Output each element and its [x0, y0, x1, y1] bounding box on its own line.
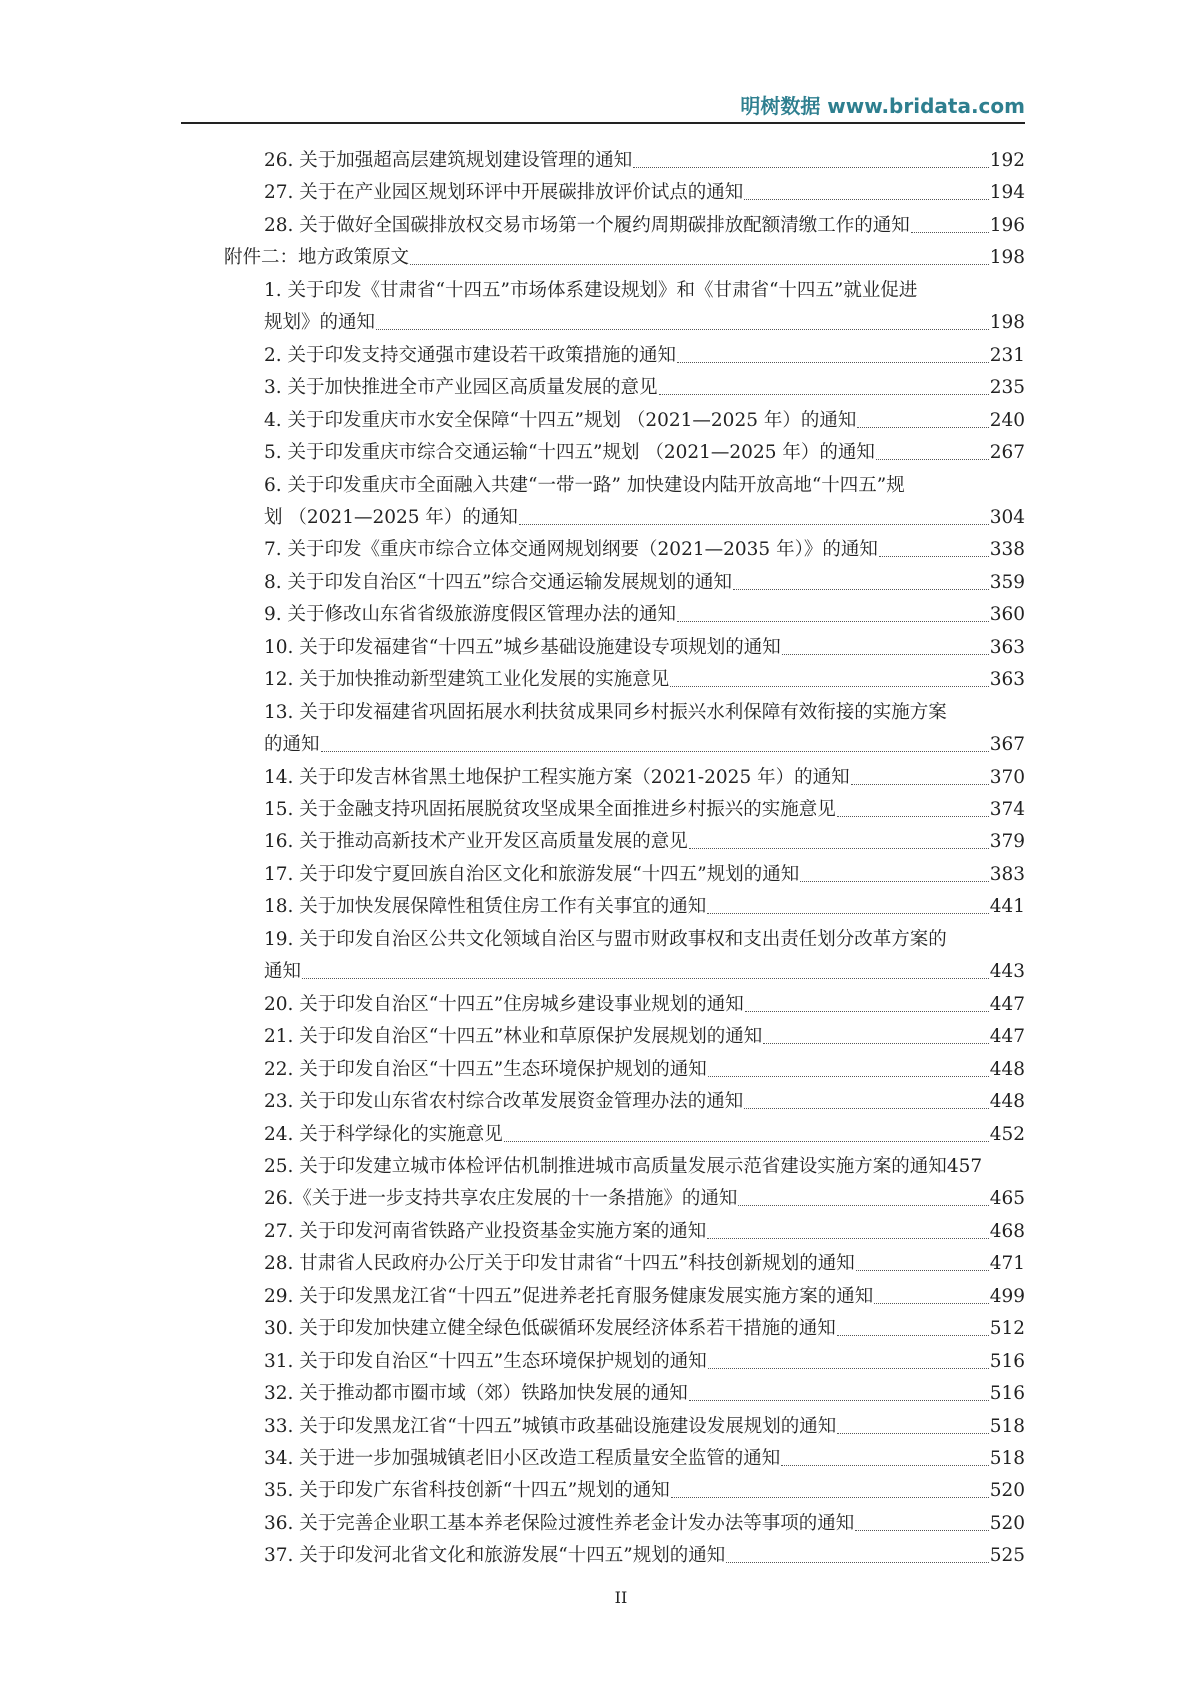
- toc-entry-title: 32. 关于推动都市圈市域（郊）铁路加快发展的通知: [264, 1383, 688, 1405]
- toc-page-number: 304: [989, 506, 1025, 528]
- toc-entry-title: 5. 关于印发重庆市综合交通运输“十四五”规划 （2021—2025 年）的通知: [264, 442, 875, 464]
- toc-page-number: 448: [989, 1058, 1025, 1080]
- toc-entry-title: 12. 关于加快推动新型建筑工业化发展的实施意见: [264, 669, 670, 691]
- toc-page-number: 448: [989, 1091, 1025, 1113]
- toc-page-number: 443: [989, 961, 1025, 983]
- dot-leader: [504, 1119, 989, 1142]
- toc-entry-title: 27. 关于在产业园区规划环评中开展碳排放评价试点的通知: [264, 182, 744, 204]
- toc-entry-title: 23. 关于印发山东省农村综合改革发展资金管理办法的通知: [264, 1091, 744, 1113]
- toc-entry[interactable]: [264, 762, 1025, 794]
- toc-entry[interactable]: [264, 1281, 1025, 1313]
- toc-entry-title-continued: 的通知: [264, 734, 320, 756]
- dot-leader: [321, 729, 989, 752]
- toc-entry-title: 15. 关于金融支持巩固拓展脱贫攻坚成果全面推进乡村振兴的实施意见: [264, 799, 836, 820]
- toc-entry-title: 28. 关于做好全国碳排放权交易市场第一个履约周期碳排放配额清缴工作的通知: [264, 214, 910, 236]
- toc-entry[interactable]: [264, 1475, 1025, 1507]
- toc-page-number: 194: [989, 182, 1025, 204]
- toc-page-number: 367: [989, 734, 1025, 756]
- toc-entry[interactable]: [264, 924, 1025, 956]
- toc-entry-title: 34. 关于进一步加强城镇老旧小区改造工程质量安全监管的通知: [264, 1448, 781, 1469]
- toc-page-number: 447: [989, 993, 1025, 1015]
- toc-entry[interactable]: [264, 599, 1025, 631]
- toc-entry-title: 28. 甘肃省人民政府办公厅关于印发甘肃省“十四五”科技创新规划的通知: [264, 1253, 855, 1275]
- toc-page-number: 374: [989, 799, 1025, 820]
- toc-entry[interactable]: [264, 859, 1025, 891]
- toc-entry-title: 27. 关于印发河南省铁路产业投资基金实施方案的通知: [264, 1220, 707, 1242]
- toc-entry[interactable]: [264, 1313, 1025, 1345]
- toc-page-number: 518: [989, 1415, 1025, 1437]
- dot-leader: [677, 599, 989, 622]
- dot-leader: [633, 145, 988, 168]
- toc-page-number: 520: [989, 1512, 1025, 1534]
- toc-entry[interactable]: [264, 210, 1025, 242]
- toc-page-number: 360: [989, 604, 1025, 626]
- dot-leader: [707, 1216, 988, 1239]
- toc-entry-title: 附件二：地方政策原文: [224, 247, 410, 269]
- dot-leader: [879, 534, 989, 557]
- toc-entry[interactable]: [264, 145, 1025, 177]
- toc-page-number: 457: [946, 1155, 983, 1177]
- dot-leader: [800, 859, 988, 882]
- toc-entry-title: 22. 关于印发自治区“十四五”生态环境保护规划的通知: [264, 1058, 707, 1080]
- dot-leader: [659, 372, 989, 395]
- toc-page-number: 363: [989, 636, 1025, 658]
- toc-entry[interactable]: [264, 1411, 1025, 1443]
- toc-entry[interactable]: [264, 405, 1025, 437]
- toc-page-number: 441: [989, 896, 1025, 918]
- dot-leader: [837, 794, 989, 817]
- dot-leader: [837, 1411, 988, 1434]
- toc-page-number: 516: [989, 1350, 1025, 1372]
- toc-entry[interactable]: [224, 242, 1025, 274]
- toc-entry-title: 20. 关于印发自治区“十四五”住房城乡建设事业规划的通知: [264, 993, 744, 1015]
- toc-entry-title: 18. 关于加快发展保障性租赁住房工作有关事宜的通知: [264, 896, 707, 918]
- toc-entry[interactable]: [264, 1086, 1025, 1118]
- toc-page-number: 231: [989, 344, 1025, 366]
- dot-leader: [302, 956, 989, 979]
- toc-entry-title: 2. 关于印发支持交通强市建设若干政策措施的通知: [264, 344, 677, 366]
- toc-page-number: 196: [989, 214, 1025, 236]
- toc-entry-title: 36. 关于完善企业职工基本养老保险过渡性养老金计发办法等事项的通知: [264, 1512, 855, 1534]
- dot-leader: [733, 567, 989, 590]
- toc-entry[interactable]: [264, 1119, 1025, 1151]
- toc-entry-title: 3. 关于加快推进全市产业园区高质量发展的意见: [264, 377, 658, 399]
- toc-entry-title: 21. 关于印发自治区“十四五”林业和草原保护发展规划的通知: [264, 1026, 763, 1048]
- toc-entry-title: 37. 关于印发河北省文化和旅游发展“十四五”规划的通知: [264, 1545, 726, 1567]
- dot-leader: [738, 1183, 988, 1206]
- toc-entry-title: 10. 关于印发福建省“十四五”城乡基础设施建设专项规划的通知: [264, 636, 781, 658]
- toc-entry[interactable]: [264, 1346, 1025, 1378]
- toc-entry-title: 24. 关于科学绿化的实施意见: [264, 1123, 503, 1145]
- dot-leader: [857, 405, 988, 428]
- dot-leader: [745, 989, 989, 1012]
- toc-entry-title: 26. 关于加强超高层建筑规划建设管理的通知: [264, 150, 633, 171]
- toc-entry[interactable]: [264, 340, 1025, 372]
- toc-entry[interactable]: [264, 1540, 1025, 1572]
- toc-entry[interactable]: [264, 1151, 982, 1183]
- toc-entry[interactable]: [264, 826, 1025, 858]
- toc-entry-title: 35. 关于印发广东省科技创新“十四五”规划的通知: [264, 1480, 670, 1502]
- toc-entry[interactable]: [264, 1054, 1025, 1086]
- toc-entry[interactable]: [264, 794, 1025, 826]
- dot-leader: [851, 762, 989, 785]
- toc-entry[interactable]: [264, 1216, 1025, 1248]
- toc-page-number: 512: [989, 1318, 1025, 1340]
- toc-entry[interactable]: [264, 956, 1025, 988]
- toc-entry-title: 26.《关于进一步支持共享农庄发展的十一条措施》的通知: [264, 1188, 738, 1210]
- toc-entry-title: 8. 关于印发自治区“十四五”综合交通运输发展规划的通知: [264, 571, 732, 593]
- toc-entry-title: 25. 关于印发建立城市体检评估机制推进城市高质量发展示范省建设实施方案的通知: [264, 1155, 947, 1177]
- toc-page-number: 359: [989, 571, 1025, 593]
- toc-entry[interactable]: [264, 989, 1025, 1021]
- dot-leader: [782, 632, 989, 655]
- toc-entry-title: 6. 关于印发重庆市全面融入共建“一带一路” 加快建设内陆开放高地“十四五”规: [264, 474, 905, 496]
- dot-leader: [876, 437, 989, 460]
- toc-page-number: 338: [989, 539, 1025, 561]
- toc-entry-title-continued: 划 （2021—2025 年）的通知: [264, 506, 518, 528]
- toc-page-number: 471: [989, 1253, 1025, 1275]
- dot-leader: [410, 242, 989, 265]
- dot-leader: [744, 1086, 988, 1109]
- dot-leader: [519, 502, 989, 525]
- toc-entry[interactable]: [264, 437, 1025, 469]
- dot-leader: [689, 1378, 989, 1401]
- dot-leader: [708, 1054, 989, 1077]
- toc-entry-title: 1. 关于印发《甘肃省“十四五”市场体系建设规划》和《甘肃省“十四五”就业促进: [264, 279, 918, 301]
- toc-entry[interactable]: [264, 1183, 1025, 1215]
- header-rule: [181, 122, 1025, 124]
- toc-entry-title-continued: 规划》的通知: [264, 312, 376, 334]
- toc-entry-title: 9. 关于修改山东省省级旅游度假区管理办法的通知: [264, 604, 677, 626]
- dot-leader: [670, 664, 988, 687]
- toc-entry[interactable]: [264, 534, 1025, 566]
- toc-entry-title: 4. 关于印发重庆市水安全保障“十四五”规划 （2021—2025 年）的通知: [264, 409, 857, 431]
- toc-entry[interactable]: [264, 177, 1025, 209]
- dot-leader: [689, 826, 989, 849]
- toc-page-number: 518: [989, 1448, 1025, 1469]
- toc-entry[interactable]: [264, 664, 1025, 696]
- toc-entry[interactable]: [264, 632, 1025, 664]
- toc-entry-title: 13. 关于印发福建省巩固拓展水利扶贫成果同乡村振兴水利保障有效衔接的实施方案: [264, 701, 947, 723]
- toc-entry-title: 30. 关于印发加快建立健全绿色低碳循环发展经济体系若干措施的通知: [264, 1318, 836, 1340]
- toc-page-number: 516: [989, 1383, 1025, 1405]
- toc-page-number: 370: [989, 766, 1025, 788]
- toc-page-number: 267: [989, 442, 1025, 464]
- dot-leader: [671, 1475, 989, 1498]
- dot-leader: [781, 1443, 988, 1466]
- dot-leader: [763, 1021, 988, 1044]
- toc-entry-title: 31. 关于印发自治区“十四五”生态环境保护规划的通知: [264, 1350, 707, 1372]
- toc-page-number: 198: [989, 247, 1025, 269]
- dot-leader: [837, 1313, 989, 1336]
- dot-leader: [874, 1281, 988, 1304]
- toc-entry[interactable]: [264, 502, 1025, 534]
- toc-entry[interactable]: [264, 307, 1025, 339]
- toc-entry-title-continued: 通知: [264, 961, 302, 983]
- toc-entry-title: 7. 关于印发《重庆市综合立体交通网规划纲要（2021—2035 年）》的通知: [264, 539, 878, 561]
- toc-entry[interactable]: [264, 729, 1025, 761]
- toc-entry[interactable]: [264, 372, 1025, 404]
- toc-entry[interactable]: [264, 275, 1025, 307]
- dot-leader: [708, 1346, 989, 1369]
- toc-page-number: 499: [989, 1285, 1025, 1307]
- toc-page-number: 447: [989, 1026, 1025, 1048]
- toc-page-number: 383: [989, 863, 1025, 885]
- toc-entry[interactable]: [264, 470, 1025, 502]
- dot-leader: [677, 340, 989, 363]
- toc-page-number: 379: [989, 831, 1025, 853]
- dot-leader: [855, 1508, 988, 1531]
- toc-page-number: 192: [989, 150, 1025, 171]
- toc-entry[interactable]: [264, 1021, 1025, 1053]
- toc-page-number: 525: [989, 1545, 1025, 1567]
- toc-page-number: 520: [989, 1480, 1025, 1502]
- toc-page-number: 235: [989, 377, 1025, 399]
- toc-entry-title: 16. 关于推动高新技术产业开发区高质量发展的意见: [264, 831, 688, 853]
- toc-page-number: 363: [989, 669, 1025, 691]
- dot-leader: [856, 1248, 989, 1271]
- toc-entry[interactable]: [264, 567, 1025, 599]
- toc-entry-title: 17. 关于印发宁夏回族自治区文化和旅游发展“十四五”规划的通知: [264, 863, 800, 885]
- dot-leader: [376, 307, 989, 330]
- header-brand: 明树数据 www.bridata.com: [740, 94, 1025, 118]
- toc-page-number: 465: [989, 1188, 1025, 1210]
- toc-entry[interactable]: [264, 1443, 1025, 1475]
- toc-entry-title: 14. 关于印发吉林省黑土地保护工程实施方案（2021-2025 年）的通知: [264, 766, 850, 788]
- dot-leader: [911, 210, 989, 233]
- toc-entry-title: 19. 关于印发自治区公共文化领域自治区与盟市财政事权和支出责任划分改革方案的: [264, 928, 947, 950]
- toc-page-number: 452: [989, 1123, 1025, 1145]
- toc-page-number: 468: [989, 1220, 1025, 1242]
- toc-entry[interactable]: [264, 891, 1025, 923]
- toc-page-number: 240: [989, 409, 1025, 431]
- toc-page-number: 198: [989, 312, 1025, 334]
- dot-leader: [726, 1540, 988, 1563]
- page-number: II: [614, 1588, 628, 1607]
- dot-leader: [744, 177, 988, 200]
- toc-entry-title: 33. 关于印发黑龙江省“十四五”城镇市政基础设施建设发展规划的通知: [264, 1415, 837, 1437]
- toc-entry-title: 29. 关于印发黑龙江省“十四五”促进养老托育服务健康发展实施方案的通知: [264, 1285, 874, 1307]
- toc-entry[interactable]: [264, 697, 1025, 729]
- toc-entry[interactable]: [264, 1378, 1025, 1410]
- toc-entry[interactable]: [264, 1508, 1025, 1540]
- toc-entry[interactable]: [264, 1248, 1025, 1280]
- dot-leader: [707, 891, 988, 914]
